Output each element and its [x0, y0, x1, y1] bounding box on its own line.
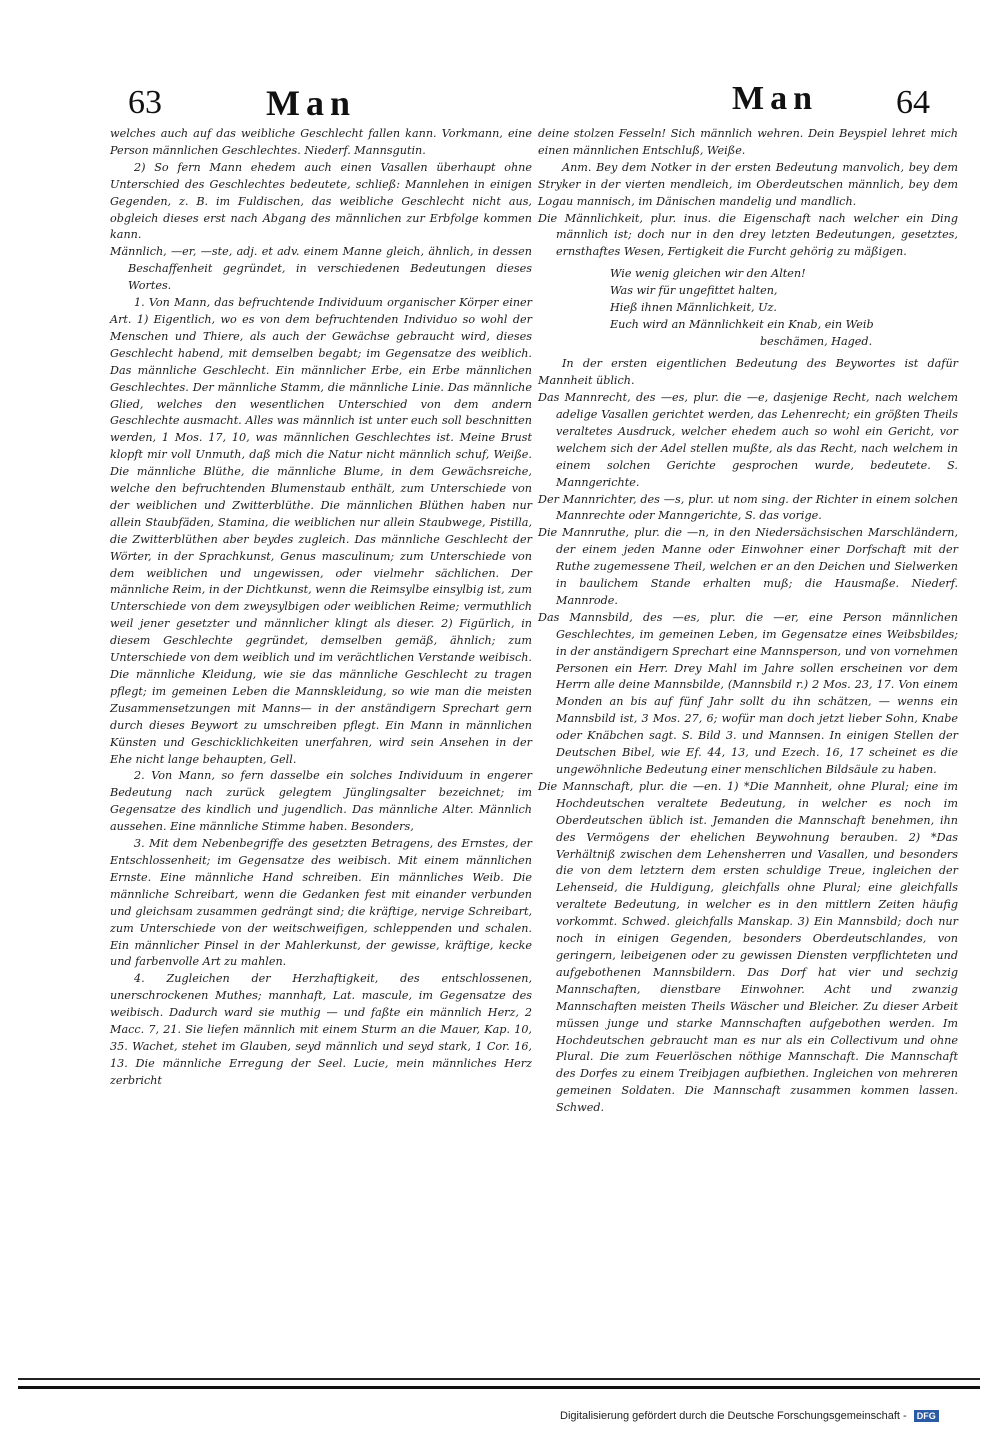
bottom-rule-thick — [18, 1386, 980, 1389]
entry-mannrecht: Das Mannrecht, des —es, plur. die —e, dasjenige Recht, nach welchem adelige Vasallen gerichtet werden, das Lehenrecht; ein größten Theils veraltetes Ausdruck, welcher ehedem auch so wohl ein Gericht, vor welchem sich der Adel stellen mußte, als das Recht, nach welchem in einem solchen Gerichte gesprochen wurde, bedeutete. S. Manngerichte. — [538, 391, 958, 489]
page-number-right: 64 — [896, 84, 930, 121]
verse-quote — [610, 265, 958, 350]
left-column — [110, 126, 532, 1090]
entry-mannsbild: Das Mannsbild, des —es, plur. die —er, eine Person männlichen Geschlechtes, im gemeinen Leben, im Gegensatze eines Weibsbildes; in der anständigern Sprechart eine Mannsperson, und von vornehmen Personen ein Herr. Drey Mahl im Jahre sollen erscheinen vor dem Herrn alle deine Mannsbilde, (Mannsbild r.) 2 Mos. 23, 17. Von einem Monden an bis auf fünf Jahr sollt du ihn schätzen, — wenns ein Mannsbild ist, 3 Mos. 27, 6; wofür man doch jetzt lieber Sohn, Knabe oder Knäbchen sagt. S. Bild 3. und Mannsen. In einigen Stellen der Deutschen Bibel, wie Ef. 44, 13, und Ezech. 16, 17 scheinet es die ungewöhnliche Bedeutung einer menschlichen Bildsäule zu haben. — [538, 610, 958, 776]
verse-line: Euch wird an Männlichkeit ein Knab, ein Weib — [610, 318, 874, 332]
running-headword-right: Man — [732, 80, 818, 117]
entry-mannruthe: Die Mannruthe, plur. die —n, in den Niedersächsischen Marschländern, der einem jeden Manne oder Einwohner einer Dorfschaft mit der Ruthe zugemessene Theil, welchen er an den Deichen und Sielwerken in baulichem Stande erhalten muß; die Hausmaße. Niederf. Mannrode. — [538, 526, 958, 607]
page-number-left: 63 — [128, 84, 162, 121]
sense-1: 1. Von Mann, das befruchtende Individuum organischer Körper einer Art. 1) Eigentlich, wo es von dem befruchtenden Individuo so wohl der Menschen und Thiere, als auch der Gewächse gebraucht wird, dieses Geschlecht habend, mit demselben begabt; im Gegensatze des weiblich. Das männliche Geschlecht. Ein männlicher Erbe, ein Erbe männlichen Geschlechtes. Der männliche Stamm, die männliche Linie. Das männliche Glied, welches den wesentlichen Unterschied von dem andern Geschlechte ausmacht. Alles was männlich ist unter euch soll beschnitten werden, 1 Mos. 17, 10, was männlichen Geschlechtes ist. Meine Brust klopft mir voll Unmuth, daß mich die Natur nicht männlich schuf, Weiße. Die männliche Blüthe, die männliche Blume, in dem Gewächsreiche, welche den befruchtenden Blumenstaub enthält, zum Unterschiede von der weiblichen und Zwitterblüthe. Die männlichen Blüthen haben nur allein Staubfäden, Stamina, die weiblichen nur allein Staubwege, Pistilla, die Zwitterblüthen aber beydes zugleich. Das männliche Geschlecht der Wörter, in der Sprachkunst, Genus masculinum; zum Unterschiede von dem weiblichen und ungewissen, oder vielmehr sächlichen. Der männliche Reim, in der Dichtkunst, wenn die Reimsylbe einsylbig ist, zum Unterschiede von dem zweysylbigen oder weiblichen Reime; vermuthlich weil jener gesetzter und männlicher klingt als dieser. 2) Figürlich, in diesem Geschlechte gegründet, demselben gemäß, ähnlich; zum Unterschiede von dem weiblich und im verächtlichen Verstande weibisch. Die männliche Kleidung, wie sie das männliche Geschlecht zu tragen pflegt; im gemeinen Leben die Mannskleidung, so wie man die meisten Zusammensetzungen mit Manns— in der anständigern Sprechart gern durch dieses Beywort zu umschreiben pflegt. Ein Mann in männlichen Künsten und Geschicklichkeiten unerfahren, wird sein Ansehen in der Ehe nicht lange behaupten, Gell. — [110, 296, 532, 766]
running-headword-left: Man — [266, 83, 356, 123]
verse-line: Hieß ihnen Männlichkeit, Uz. — [610, 301, 777, 315]
entry-maennlich: Männlich, —er, —ste, adj. et adv. einem Manne gleich, ähnlich, in dessen Beschaffenheit gegründet, in verschiedenen Bedeutungen dieses Wortes. — [110, 245, 532, 293]
right-column — [538, 126, 958, 1117]
entry-mannrichter: Der Mannrichter, des —s, plur. ut nom sing. der Richter in einem solchen Mannrechte oder Manngerichte, S. das vorige. — [538, 492, 958, 523]
page-header — [0, 80, 1000, 128]
continuation-paragraph: welches auch auf das weibliche Geschlecht fallen kann. Vorkmann, eine Person männlichen Geschlechtes. Niederf. Mannsgutin. — [110, 127, 532, 157]
sense-4: 4. Zugleichen der Herzhaftigkeit, des entschlossenen, unerschrockenen Muthes; mannhaft, Lat. mascule, im Gegensatze des weibisch. Dadurch ward sie muthig — und faßte ein männlich Herz, 2 Macc. 7, 21. Sie liefen männlich mit einem Sturm an die Mauer, Kap. 10, 35. Wachet, stehet im Glauben, seyd männlich und seyd stark, 1 Cor. 16, 13. Die männliche Erregung der Seel. Lucie, mein männliches Herz zerbricht — [110, 972, 532, 1087]
sense-2: 2. Von Mann, so fern dasselbe ein solches Individuum in engerer Bedeutung nach zurück gelegtem Jünglingsalter bezeichnet; im Gegensatze des kindlich und jugendlich. Das männliche Alter. Männlich aussehen. Eine männliche Stimme haben. Besonders, — [110, 769, 532, 834]
credit-text: Digitalisierung gefördert durch die Deutsche Forschungsgemeinschaft - — [560, 1410, 907, 1422]
usage-note: In der ersten eigentlichen Bedeutung des Beywortes ist dafür Mannheit üblich. — [538, 357, 958, 388]
bottom-rule — [18, 1378, 980, 1380]
sense-3: 3. Mit dem Nebenbegriffe des gesetzten Betragens, des Ernstes, der Entschlossenheit; im Gegensatze des weibisch. Mit einem männlichen Ernste. Eine männliche Hand schreiben. Ein männliches Weib. Die männliche Schreibart, wenn die Gedanken fest mit einander verbunden und gleichsam zusammen gedrängt sind; die kräftige, nervige Schreibart, zum Unterschiede von der weitschweifigen, schleppenden und schalen. Ein männlicher Pinsel in der Mahlerkunst, der gewisse, kräftige, kecke und farbenvolle Art zu mahlen. — [110, 837, 532, 969]
verse-line: Was wir für ungefittet halten, — [610, 284, 778, 298]
entry-maennlichkeit: Die Männlichkeit, plur. inus. die Eigenschaft nach welcher ein Ding männlich ist; doch nur in den drey letzten Bedeutungen, gesetztes, ernsthaftes Wesen, Fertigkeit die Furcht gehörig zu mäßigen. — [538, 211, 958, 259]
verse-line: beschämen, Haged. — [760, 335, 873, 349]
continuation-paragraph-right: deine stolzen Fesseln! Sich männlich wehren. Dein Beyspiel lehret mich einen männlichen Entschluß, Weiße. — [538, 127, 958, 157]
annotation-paragraph: Anm. Bey dem Notker in der ersten Bedeutung manvolich, bey dem Stryker in der vierten mendleich, im Oberdeutschen männlich, bey dem Logau mannisch, im Dänischen mandelig und mandlich. — [538, 160, 958, 208]
digitization-credit — [560, 1410, 939, 1422]
dfg-logo: DFG — [914, 1410, 939, 1422]
entry-mannschaft: Die Mannschaft, plur. die —en. 1) *Die Mannheit, ohne Plural; eine im Hochdeutschen veraltete Bedeutung, in welcher es noch im Oberdeutschen üblich ist. Jemanden die Mannschaft benehmen, ihn des Vermögens der ehelichen Beywohnung berauben. 2) *Das Verhältniß zwischen dem Lehensherren und Vasallen, und besonders die von dem letztern dem ersten schuldige Treue, ingleichen der Lehenseid, die Huldigung, gleichfalls ohne Plural; eine gleichfalls veraltete Bedeutung, in welcher es in den mittlern Zeiten häufig vorkommt. Schwed. gleichfalls Manskap. 3) Ein Mannsbild; doch nur noch in einigen Gegenden, besonders Oberdeutschlandes, von geringern, leibeigenen oder zu gewissen Diensten verpflichteten und aufgebothenen Mannsbildern. Das Dorf hat vier und sechzig Mannschaften, dienstbare Einwohner. Acht und zwanzig Mannschaften meisten Theils Wäscher und Bleicher. Zu dieser Arbeit müssen junge und starke Mannschaften aufgebothen werden. Im Hochdeutschen gebraucht man es nur als ein Collectivum und ohne Plural. Die zum Feuerlöschen nöthige Mannschaft. Die Mannschaft des Dorfes zu einem Treibjagen aufbiethen. Ingleichen von mehreren gemeinen Soldaten. Die Mannschaft zusammen kommen lassen. Schwed. — [538, 779, 958, 1115]
verse-line: Wie wenig gleichen wir den Alten! — [610, 267, 806, 281]
paragraph-vasall: 2) So fern Mann ehedem auch einen Vasallen überhaupt ohne Unterschied des Geschlechtes bedeutete, schließ: Mannlehen in einigen Gegenden, z. B. im Fuldischen, das weibliche Geschlecht nicht aus, obgleich dieses erst nach Abgang des männlichen zur Erbfolge kommen kann. — [110, 160, 532, 242]
